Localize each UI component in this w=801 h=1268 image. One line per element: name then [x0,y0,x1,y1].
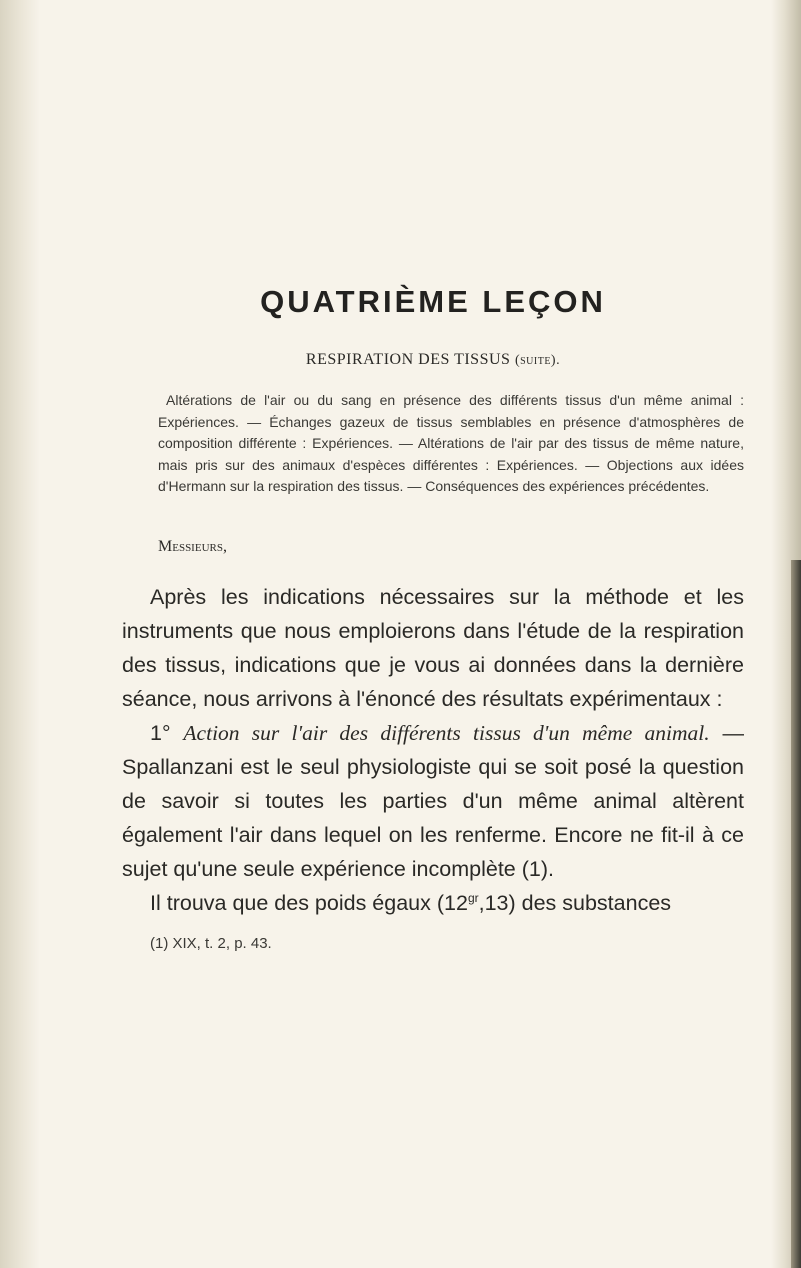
body-text [122,580,744,920]
paragraph-3-end: ,13) des substances [478,890,672,915]
subtitle-main: RESPIRATION DES TISSUS [305,351,511,368]
page-edge-left [0,0,40,1268]
chapter-summary [158,390,744,498]
paragraph-2-italic-title: Action sur l'air des différents tissus d'un même animal. [183,720,710,745]
paragraph-1: Après les indications nécessaires sur la méthode et les instruments que nous emploierons dans l'étude de la respiration des tissus, indications que je vous ai données dans la dernière séance, nous arrivons à l'énoncé des résultats expérimentaux : [122,584,744,711]
paragraph-2-number: 1° [150,720,171,745]
paragraph-2 [122,716,744,886]
salutation: Messieurs, [158,537,227,555]
paragraph-3-superscript: gr [467,890,479,905]
page-binding-shadow [791,560,801,1268]
paragraph-3 [122,886,744,920]
chapter-title: QUATRIÈME LEÇON [260,284,606,319]
paragraph-3-start: Il trouva que des poids égaux (12 [150,890,468,915]
footnote: (1) XIX, t. 2, p. 43. [150,934,272,952]
chapter-subtitle [122,348,744,372]
subtitle-suite: (suite). [514,353,561,368]
summary-text: Altérations de l'air ou du sang en présence des différents tissus d'un même animal : Expériences. — Échanges gazeux de tissus semblables en présence d'atmosphères de composition différente : Expériences. — Altérations de l'air par des tissus de même nature, mais pris sur des animaux d'espèces différentes : Expériences. — Objections aux idées d'Hermann sur la respiration des tissus. — Conséquences des expériences précédentes. [158,392,744,494]
page-content [122,282,744,956]
paragraph-2-text: — Spallanzani est le seul physiologiste qui se soit posé la question de savoir si toutes les parties d'un même animal altèrent également l'air dans lequel on les renferme. Encore ne fit-il à ce sujet qu'une seule expérience incomplète (1). [122,720,744,881]
